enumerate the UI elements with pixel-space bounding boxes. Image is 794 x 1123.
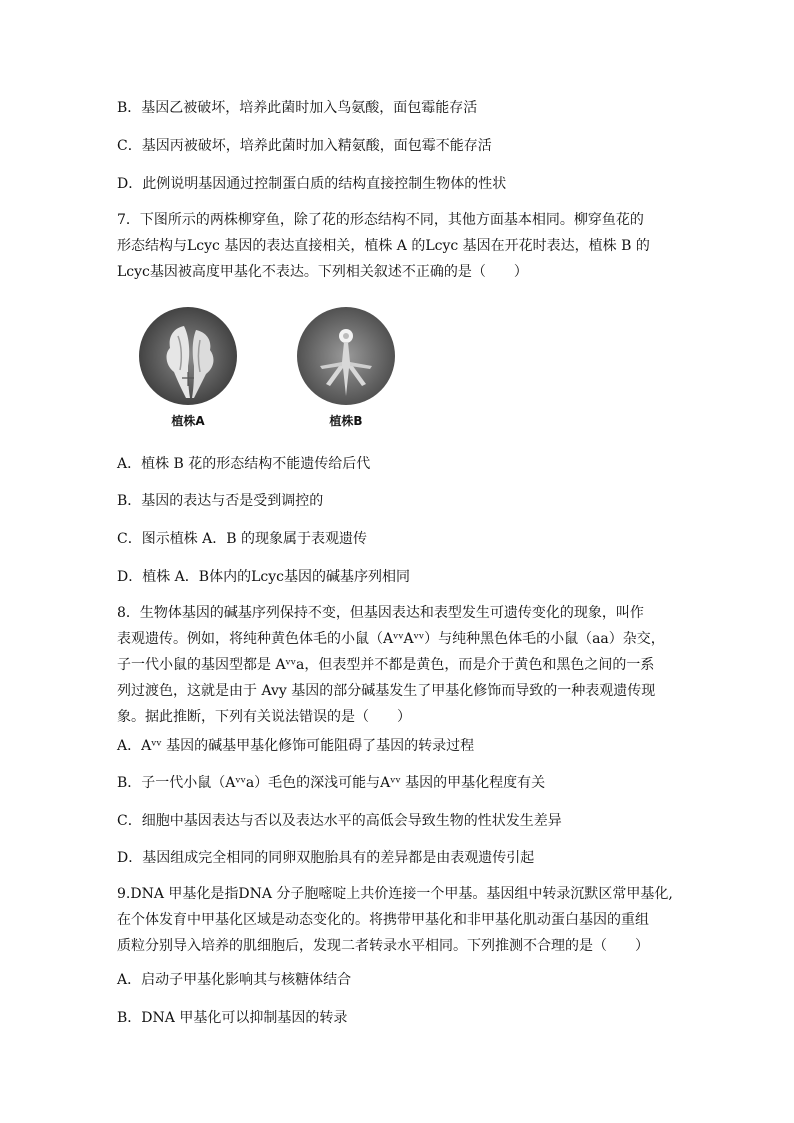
- q9-stem-line-1: 9.DNA 甲基化是指DNA 分子胞嘧啶上共价连接一个甲基。基因组中转录沉默区常甲基化,: [117, 886, 673, 902]
- q8-option-c: C．细胞中基因表达与否以及表达水平的高低会导致生物的性状发生差异: [117, 813, 562, 829]
- plant-a-flower-photo: [138, 306, 238, 406]
- q7-option-a: A．植株 B 花的形态结构不能遗传给后代: [117, 456, 371, 472]
- plant-b-label: 植株B: [329, 414, 363, 428]
- plant-a-label: 植株A: [171, 414, 205, 428]
- q9-option-a: A．启动子甲基化影响其与核糖体结合: [117, 972, 352, 988]
- q9-stem-line-2: 在个体发育中甲基化区域是动态变化的。将携带甲基化和非甲基化肌动蛋白基因的重组: [117, 912, 649, 928]
- q6-option-b: B．基因乙被破坏，培养此菌时加入鸟氨酸，面包霉能存活: [117, 100, 478, 116]
- q9-stem: [117, 881, 689, 959]
- q8-stem-line-1: 8．生物体基因的碱基序列保持不变，但基因表达和表型发生可遗传变化的现象，叫作: [117, 605, 644, 621]
- q7-option-c: C．图示植株 A．B 的现象属于表观遗传: [117, 531, 368, 547]
- q7-stem-line-1: 7．下图所示的两株柳穿鱼，除了花的形态结构不同，其他方面基本相同。柳穿鱼花的: [117, 212, 644, 228]
- q8-stem-line-4: 列过渡色，这就是由于 Avy 基因的部分碱基发生了甲基化修饰而导致的一种表观遗传现: [117, 683, 656, 699]
- q8-stem-line-2: 表观遗传。例如，将纯种黄色体毛的小鼠（AᵛᵛAᵛᵛ）与纯种黑色体毛的小鼠（aa）杂交，: [117, 631, 665, 647]
- q9-option-b: B．DNA 甲基化可以抑制基因的转录: [117, 1010, 348, 1026]
- q7-stem: [117, 207, 689, 285]
- q6-option-c: C．基因丙被破坏，培养此菌时加入精氨酸，面包霉不能存活: [117, 138, 492, 154]
- q7-option-d: D．植株 A．B体内的Lcyc基因的碱基序列相同: [117, 569, 410, 585]
- q7-stem-line-3: Lcyc基因被高度甲基化不表达。下列相关叙述不正确的是（ ）: [117, 264, 528, 280]
- q6-option-d: D．此例说明基因通过控制蛋白质的结构直接控制生物体的性状: [117, 176, 507, 192]
- q9-stem-line-3: 质粒分别导入培养的肌细胞后，发现二者转录水平相同。下列推测不合理的是（ ）: [117, 938, 649, 954]
- q8-stem: [117, 600, 689, 730]
- q7-option-b: B．基因的表达与否是受到调控的: [117, 493, 324, 509]
- q8-stem-line-5: 象。据此推断，下列有关说法错误的是（ ）: [117, 709, 411, 725]
- q7-stem-line-2: 形态结构与Lcyc 基因的表达直接相关，植株 A 的Lcyc 基因在开花时表达，植株 B 的: [117, 238, 650, 254]
- q8-option-a: A．Aᵛᵛ 基因的碱基甲基化修饰可能阻碍了基因的转录过程: [117, 738, 475, 754]
- plant-b-flower-photo: [296, 306, 396, 406]
- q8-stem-line-3: 子一代小鼠的基因型都是 Aᵛᵛa，但表型并不都是黄色，而是介于黄色和黑色之间的一系: [117, 657, 655, 673]
- q8-option-d: D．基因组成完全相同的同卵双胞胎具有的差异都是由表观遗传引起: [117, 850, 535, 866]
- q8-option-b: B．子一代小鼠（Aᵛᵛa）毛色的深浅可能与Aᵛᵛ 基因的甲基化程度有关: [117, 775, 546, 791]
